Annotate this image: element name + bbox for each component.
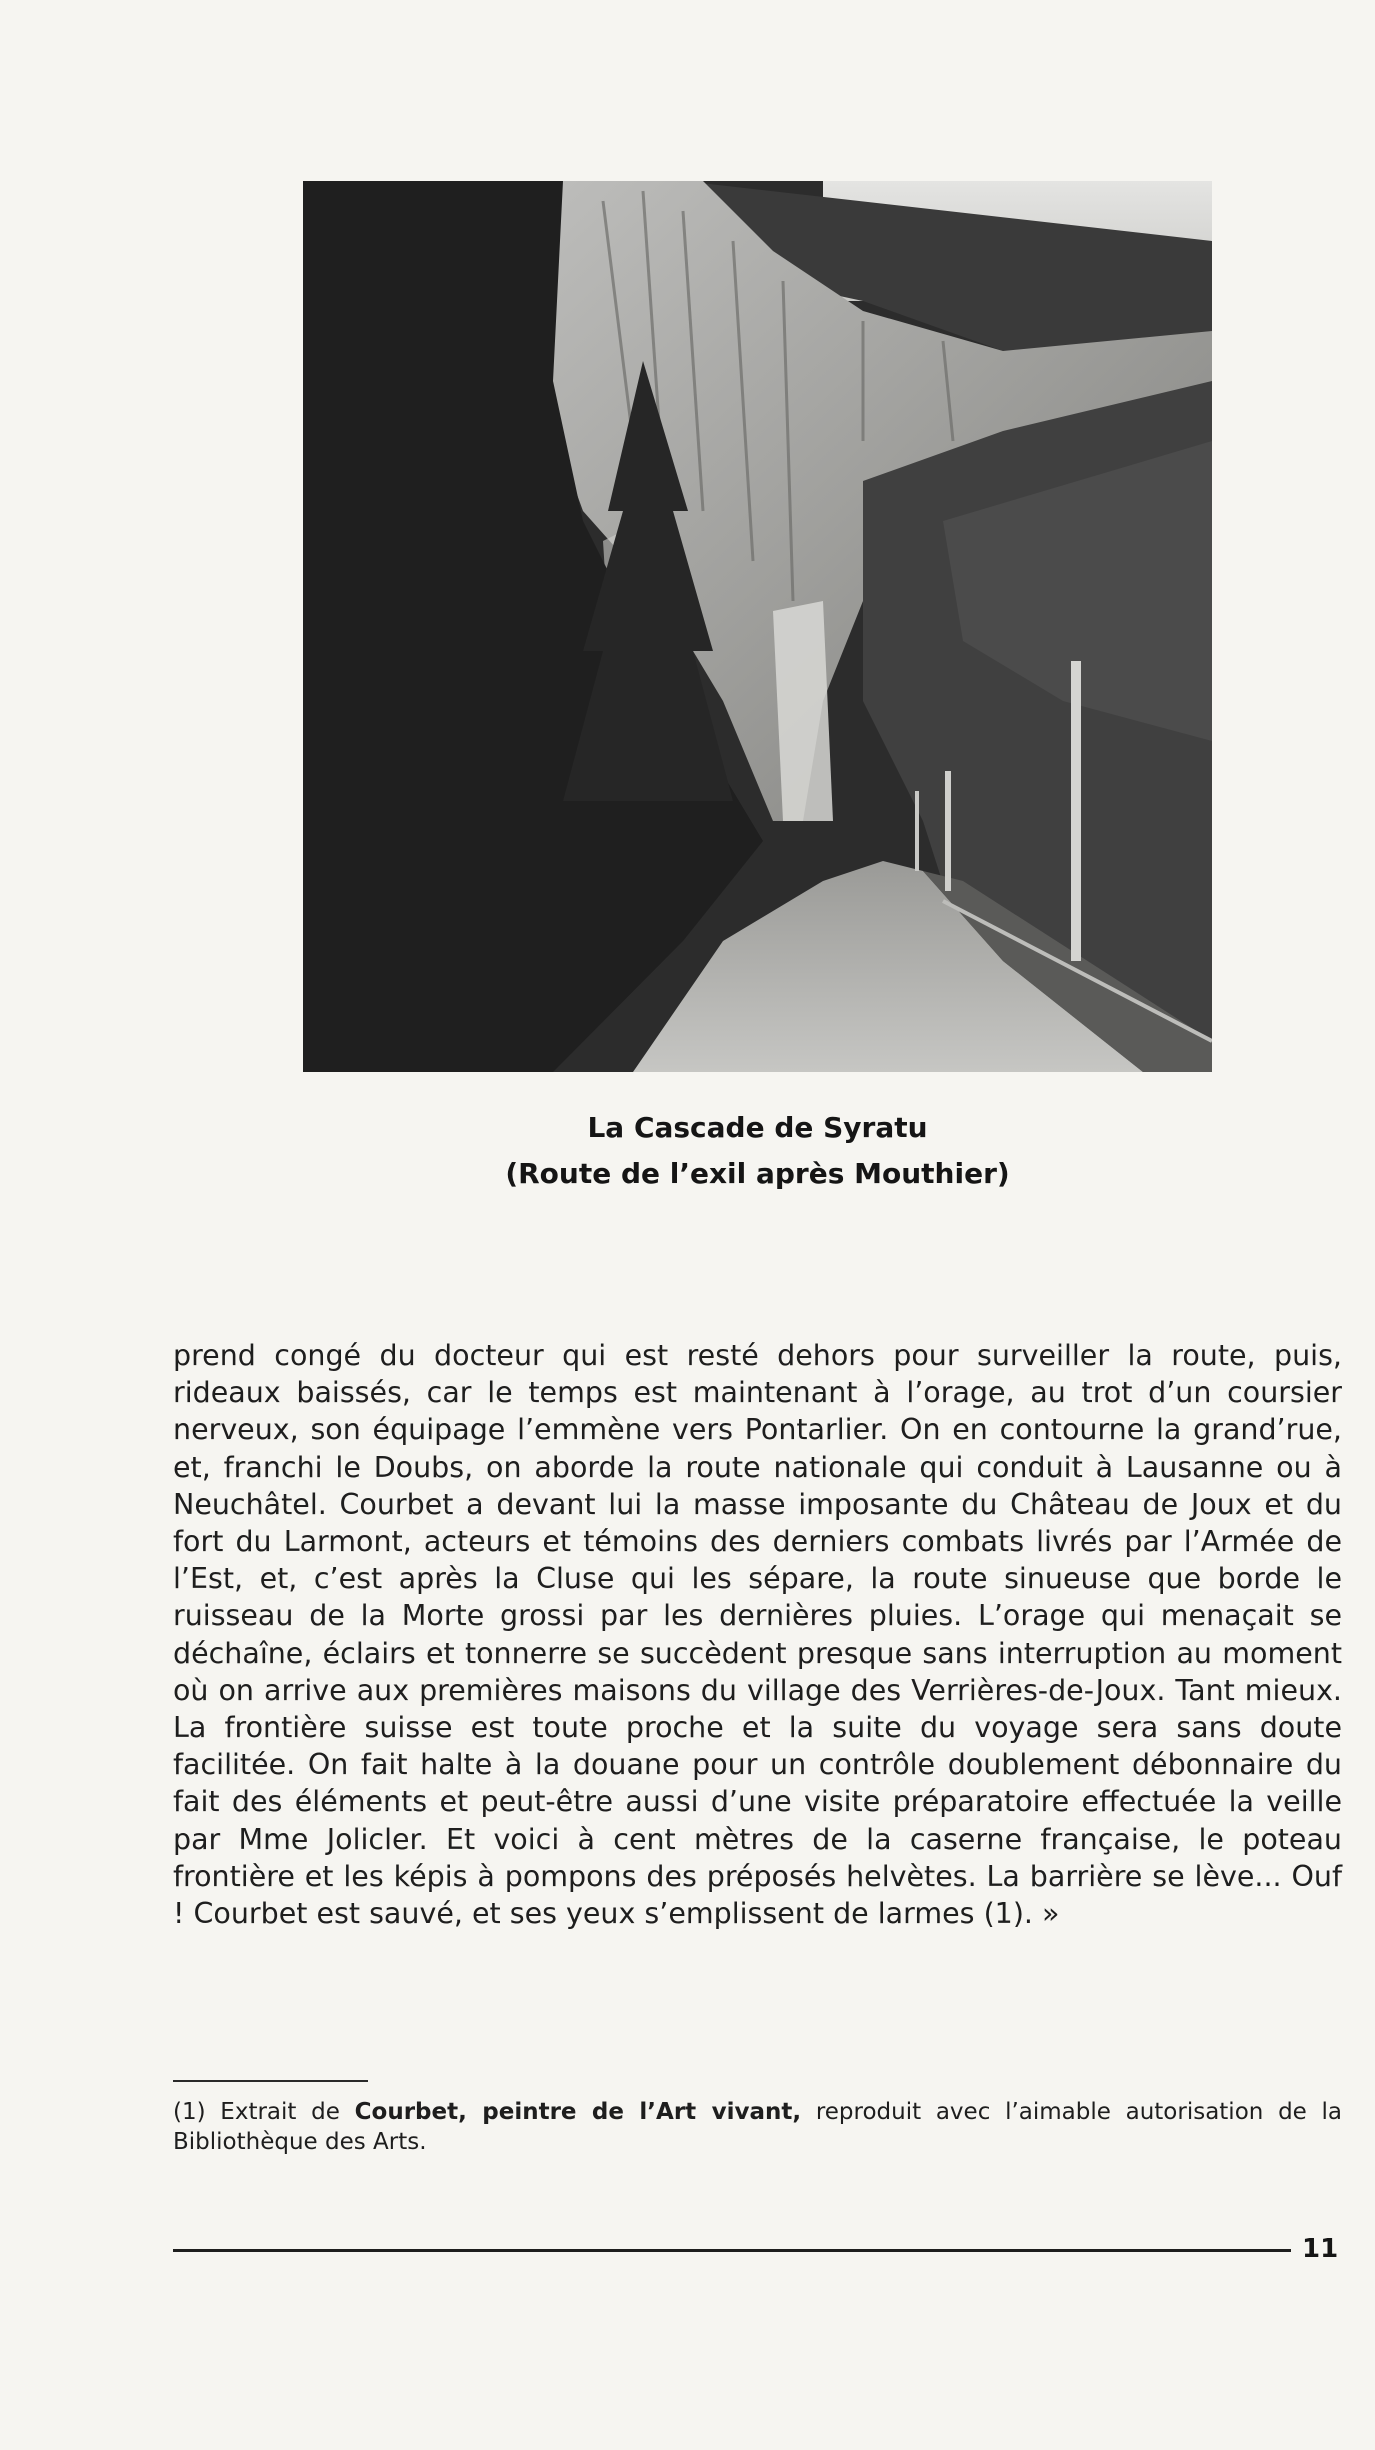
waterfall-photo	[303, 181, 1212, 1072]
caption-line-2: (Route de l’exil après Mouthier)	[505, 1157, 1010, 1190]
footnote-divider	[173, 2080, 368, 2082]
photo-caption	[303, 1105, 1212, 1197]
caption-line-1: La Cascade de Syratu	[587, 1111, 928, 1144]
footnote-rest: reproduit avec l’aimable autorisation de la Bibliothèque des Arts.	[173, 2099, 1343, 2155]
body-paragraph: prend congé du docteur qui est resté dehors pour surveiller la route, puis, rideaux baissés, car le temps est maintenant à l’orage, au trot d’un coursier nerveux, son équipage l’emmène vers Pontarlier. On en contourne la grand’rue, et, franchi le Doubs, on aborde la route nationale qui conduit à Lausanne ou à Neuchâtel. Courbet a devant lui la masse imposante du Château de Joux et du fort du Larmont, acteurs et témoins des derniers combats livrés par l’Armée de l’Est, et, c’est après la Cluse qui les sépare, la route sinueuse que borde le ruisseau de la Morte grossi par les dernières pluies. L’orage qui menaçait se déchaîne, éclairs et tonnerre se succèdent presque sans interruption au moment où on arrive aux premières maisons du village des Verrières-de-Joux. Tant mieux. La frontière suisse est toute proche et la suite du voyage sera sans doute facilitée. On fait halte à la douane pour un contrôle doublement débonnaire du fait des éléments et peut-être aussi d’une visite préparatoire effectuée la veille par Mme Jolicler. Et voici à cent mètres de la caserne française, le poteau frontière et les képis à pompons des préposés helvètes. La barrière se lève... Ouf ! Courbet est sauvé, et ses yeux s’emplissent de larmes (1). »	[173, 1339, 1342, 1931]
footnote-book-title: Courbet, peintre de l’Art vivant,	[354, 2099, 802, 2125]
waterfall-photo-illustration	[303, 181, 1212, 1072]
page-footer-rule	[173, 2249, 1291, 2252]
page-number: 11	[1302, 2234, 1339, 2264]
footnote	[173, 2097, 1342, 2157]
footnote-marker: (1) Extrait de	[173, 2099, 340, 2125]
